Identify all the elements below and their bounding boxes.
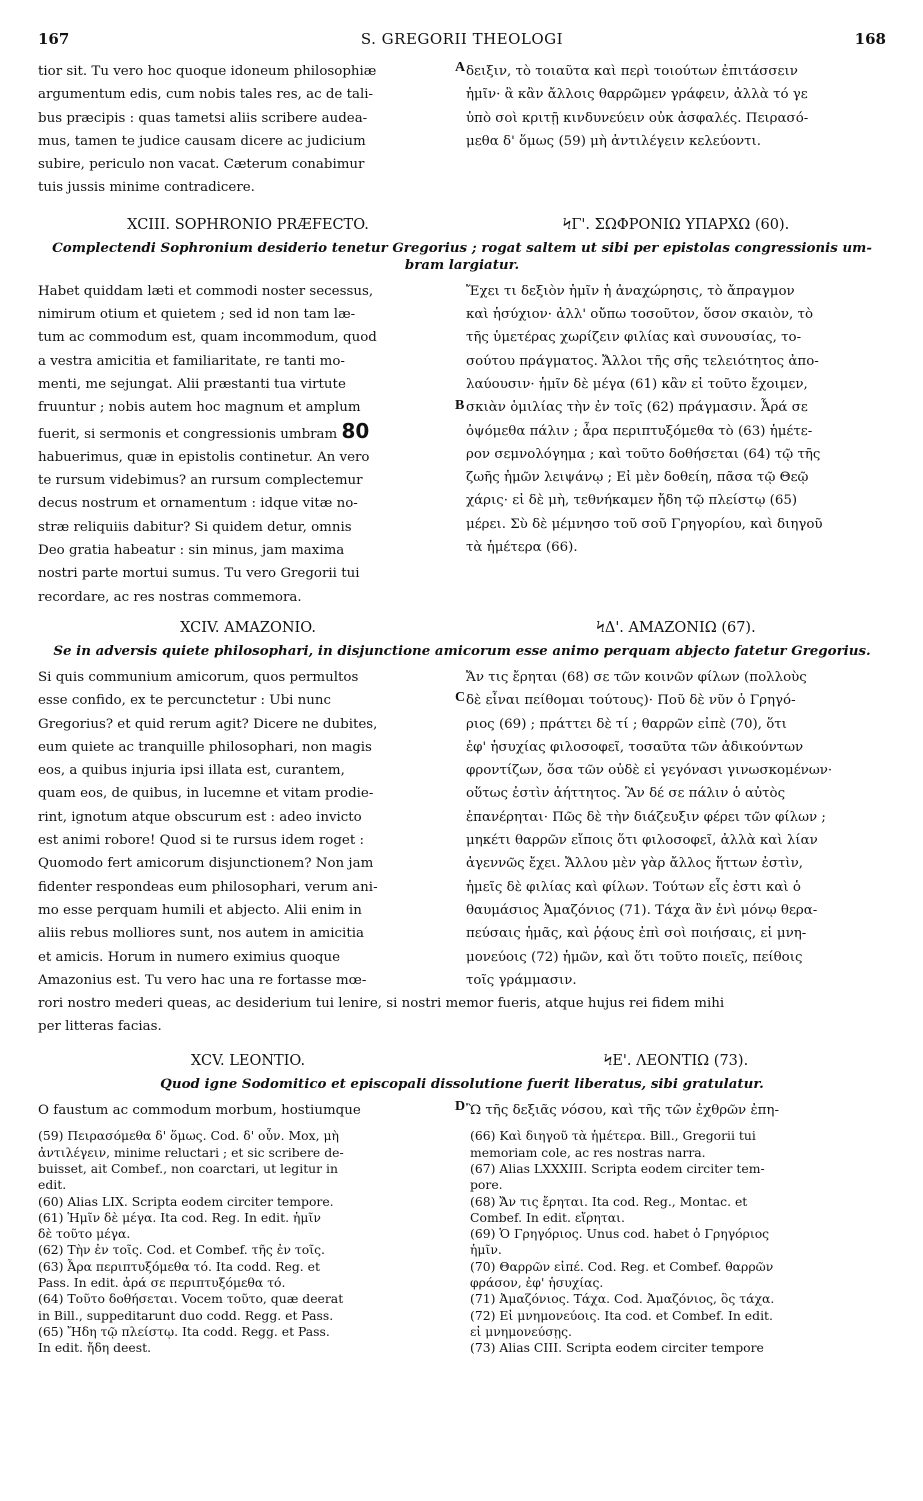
greek-line: χάρις· εἰ δὲ μὴ, τεθνήκαμεν ἤδη τῷ πλείστῳ (65) bbox=[466, 493, 798, 509]
latin-line: rint, ignotum atque obscurum est : adeo invicto bbox=[38, 809, 362, 825]
greek-line: μηκέτι θαρρῶν εἴποις ὅτι φιλοσοφεῖ, ἀλλὰ καὶ λίαν bbox=[466, 833, 818, 849]
latin-line: stræ reliquiis dabitur? Si quidem detur, omnis bbox=[38, 519, 352, 535]
footnote-line: in Bill., suppeditarunt duo codd. Regg. et Pass. bbox=[38, 1307, 334, 1323]
latin-line: et amicis. Horum in numero eximius quoque bbox=[38, 949, 341, 965]
latin-line: bus præcipis : quas tametsi aliis scribere audea- bbox=[38, 110, 368, 126]
footnote-line: (72) Εἰ μνημονεύοις. Ita cod. et Combef. In edit. bbox=[470, 1307, 773, 1323]
footnote-line: Combef. In edit. εἴρηται. bbox=[470, 1209, 625, 1225]
summary-line: Se in adversis quiete philosophari, in disjunctione amicorum esse animo perquam abjecto fatetur Gregorius. bbox=[53, 642, 871, 659]
greek-line: ἡμῖν· ἃ κἂν ἄλλοις θαρρῶμεν γράφειν, ἀλλὰ τό γε bbox=[466, 87, 808, 103]
greek-line: ὑπὸ σοὶ κριτῇ κινδυνεύειν οὐκ ἀσφαλές. Πειρασό- bbox=[466, 110, 809, 126]
greek-line: τοῖς γράμμασιν. bbox=[466, 972, 577, 988]
footnote-line: (70) Θαρρῶν εἰπέ. Cod. Reg. et Combef. θαρρῶν bbox=[470, 1258, 774, 1274]
footnote-line: buisset, ait Combef., non coarctari, ut legitur in bbox=[38, 1160, 338, 1176]
greek-line: μονεύοις (72) ἡμῶν, καὶ ὅτι τοῦτο ποιεῖς, πείθοις bbox=[466, 949, 803, 965]
latin-line: nostri parte mortui sumus. Tu vero Gregorii tui bbox=[38, 566, 360, 582]
greek-line: ἀγεννῶς ἔχει. Ἄλλου μὲν γὰρ ἄλλος ἥττων ἐστὶν, bbox=[466, 856, 804, 872]
greek-line: μέρει. Σὺ δὲ μέμνησο τοῦ σοῦ Γρηγορίου, καὶ διηγοῦ bbox=[466, 516, 823, 532]
greek-line: ζωῆς ἡμῶν λειψάνῳ ; Εἰ μὲν δοθείη, πᾶσα τῷ Θεῷ bbox=[466, 470, 809, 486]
letter-95-title-latin: XCV. LEONTIO. bbox=[190, 1053, 306, 1070]
latin-line: quam eos, de quibus, in lucemne et vitam prodie- bbox=[38, 786, 374, 802]
greek-line: δὲ εἶναι πείθομαι τούτους)· Ποῦ δὲ νῦν ὁ Γρηγό- bbox=[466, 693, 796, 709]
margin-marker-d: D bbox=[455, 1099, 466, 1115]
page bbox=[38, 30, 886, 1357]
margin-marker-a: A bbox=[455, 60, 466, 75]
greek-line: οὕτως ἐστὶν ἀήττητος. Ἂν δέ σε πάλιν ὁ αὐτὸς bbox=[466, 786, 786, 802]
letter-95-summary bbox=[38, 1076, 886, 1093]
letter-94-headings bbox=[38, 613, 886, 643]
latin-line: mus, tamen te judice causam dicere ac judicium bbox=[38, 133, 366, 149]
letter-95-body bbox=[38, 1099, 886, 1122]
footnote-line: (65) Ἤδη τῷ πλείστῳ. Ita codd. Regg. et Pass. bbox=[38, 1323, 330, 1339]
running-header bbox=[38, 30, 886, 60]
letter-93-title-greek: ϞΓ'. ΣΩΦΡΟΝΙΩ ΥΠΑΡΧΩ (60). bbox=[562, 216, 790, 233]
footnote-line: (63) Ἆρα περιπτυξόμεθα τό. Ita codd. Reg. et bbox=[38, 1258, 320, 1274]
latin-column bbox=[38, 1099, 458, 1122]
latin-line: O faustum ac commodum morbum, hostiumque bbox=[38, 1103, 361, 1119]
footnotes bbox=[38, 1128, 886, 1356]
latin-line: Amazonius est. Tu vero hac una re fortasse mœ- bbox=[38, 972, 367, 988]
greek-line: ἐφ' ἡσυχίας φιλοσοφεῖ, τοσαῦτα τῶν ἀδικούντων bbox=[466, 739, 804, 755]
greek-line: ριος (69) ; πράττει δὲ τί ; θαρρῶν εἰπὲ (70), ὅτι bbox=[466, 716, 787, 732]
letter-93-summary bbox=[38, 240, 886, 274]
latin-line: Si quis communium amicorum, quos permultos bbox=[38, 669, 359, 685]
footnote-line: (62) Τὴν ἐν τοῖς. Cod. et Combef. τῆς ἐν τοῖς. bbox=[38, 1242, 325, 1258]
letter-93-title-latin: XCIII. SOPHRONIO PRÆFECTO. bbox=[127, 216, 369, 233]
latin-line: nimirum otium et quietem ; sed id non tam læ- bbox=[38, 307, 356, 323]
latin-line: a vestra amicitia et familiaritate, re tanti mo- bbox=[38, 353, 345, 369]
footnote-line: memoriam cole, ac res nostras narra. bbox=[470, 1144, 706, 1160]
greek-line: δειξιν, τὸ τοιαῦτα καὶ περὶ τοιούτων ἐπιτάσσειν bbox=[466, 64, 798, 79]
running-title: S. GREGORII THEOLOGI bbox=[360, 30, 564, 48]
greek-line: ἡμεῖς δὲ φιλίας καὶ φίλων. Τούτων εἷς ἐστι καὶ ὁ bbox=[466, 879, 801, 895]
summary-line: Quod igne Sodomitico et episcopali dissolutione fuerit liberatus, sibi gratulatur. bbox=[160, 1076, 764, 1093]
footnotes-right bbox=[470, 1128, 886, 1356]
latin-line bbox=[38, 420, 458, 446]
letter-93-headings bbox=[38, 210, 886, 240]
latin-line: menti, me sejungat. Alii præstanti tua virtute bbox=[38, 376, 346, 392]
letter-94-full-width bbox=[38, 992, 886, 1038]
footnote-line: (60) Alias LIX. Scripta eodem circiter tempore. bbox=[38, 1193, 334, 1209]
latin-line: aliis rebus molliores sunt, nos autem in amicitia bbox=[38, 926, 364, 942]
footnote-line: (67) Alias LXXXIII. Scripta eodem circiter tem- bbox=[470, 1160, 765, 1176]
footnote-line: (59) Πειρασόμεθα δ' ὅμως. Cod. δ' οὖν. Mox, μὴ bbox=[38, 1128, 339, 1144]
footnote-line: (68) Ἄν τις ἔρηται. Ita cod. Reg., Montac. et bbox=[470, 1193, 748, 1209]
latin-line: fruuntur ; nobis autem hoc magnum et amplum bbox=[38, 400, 361, 416]
latin-column bbox=[38, 60, 458, 200]
greek-line: ρον σεμνολόγημα ; καὶ τοῦτο δοθήσεται (64) τῷ τῆς bbox=[466, 446, 821, 462]
letter-95-headings bbox=[38, 1046, 886, 1076]
greek-line: ὀψόμεθα πάλιν ; ἆρα περιπτυξόμεθα τὸ (63) ἡμέτε- bbox=[466, 423, 813, 439]
latin-line: tuis jussis minime contradicere. bbox=[38, 180, 255, 196]
page-number-left: 167 bbox=[38, 30, 70, 48]
letter-93-body bbox=[38, 280, 886, 609]
footnotes-left bbox=[38, 1128, 454, 1356]
latin-line: subire, periculo non vacat. Cæterum conabimur bbox=[38, 157, 365, 173]
latin-line: esse confido, ex te percunctetur : Ubi nunc bbox=[38, 693, 332, 709]
greek-line: τὰ ἡμέτερα (66). bbox=[466, 540, 578, 556]
latin-line: tior sit. Tu vero hoc quoque idoneum philosophiæ bbox=[38, 64, 377, 79]
greek-line: Ὢ τῆς δεξιᾶς νόσου, καὶ τῆς τῶν ἐχθρῶν ἐπη- bbox=[466, 1103, 779, 1119]
column-number: 80 bbox=[341, 419, 370, 443]
greek-line: σκιὰν ὁμιλίας τὴν ἐν τοῖς (62) πράγμασιν. Ἆρά σε bbox=[466, 400, 808, 416]
footnote-line: ἀντιλέγειν, minime reluctari ; et sic scribere de- bbox=[38, 1144, 344, 1160]
summary-line: bram largiatur. bbox=[404, 256, 520, 273]
latin-line: Deo gratia habeatur : sin minus, jam maxima bbox=[38, 543, 345, 559]
latin-line: Gregorius? et quid rerum agit? Dicere ne dubites, bbox=[38, 716, 378, 732]
latin-line: Habet quiddam læti et commodi noster secessus, bbox=[38, 283, 374, 299]
letter-94-body bbox=[38, 666, 886, 992]
footnote-line: (66) Καὶ διηγοῦ τὰ ἡμέτερα. Bill., Gregorii tui bbox=[470, 1128, 756, 1144]
footnote-line: ἡμῖν. bbox=[470, 1242, 502, 1258]
footnote-line: (71) Ἀμαζόνιος. Τάχα. Cod. Ἀμαζόνιος, ὃς τάχα. bbox=[470, 1291, 775, 1307]
latin-line: te rursum videbimus? an rursum complectemur bbox=[38, 473, 363, 489]
latin-line-text: fuerit, si sermonis et congressionis umbram bbox=[38, 426, 338, 442]
latin-line: est animi robore! Quod si te rursus idem roget : bbox=[38, 833, 364, 849]
footnote-line: εἰ μνημονεύσῃς. bbox=[470, 1323, 572, 1339]
greek-line: καὶ ἡσύχιον· ἀλλ' οὔπω τοσοῦτον, ὅσον σκαιὸν, τὸ bbox=[466, 307, 814, 323]
top-continuation bbox=[38, 60, 886, 200]
latin-line: recordare, ac res nostras commemora. bbox=[38, 589, 302, 605]
summary-line: Complectendi Sophronium desiderio tenetur Gregorius ; rogat saltem ut sibi per epistolas congressionis um- bbox=[52, 239, 872, 256]
margin-marker-c: C bbox=[455, 689, 466, 705]
footnote-line: (61) Ἡμῖν δὲ μέγα. Ita cod. Reg. In edit. ἡμῖν bbox=[38, 1209, 321, 1225]
full-width-line: rori nostro mederi queas, ac desiderium tui lenire, si nostri memor fueris, atque hujus rei fidem mihi bbox=[38, 996, 725, 1012]
latin-line: fidenter respondeas eum philosophari, verum ani- bbox=[38, 879, 378, 895]
letter-94-title-latin: XCIV. AMAZONIO. bbox=[180, 619, 316, 636]
latin-line: tum ac commodum est, quam incommodum, quod bbox=[38, 330, 377, 346]
page-number-right: 168 bbox=[854, 30, 886, 48]
greek-column bbox=[466, 280, 886, 609]
footnote-line: (69) Ὁ Γρηγόριος. Unus cod. habet ὁ Γρηγόριος bbox=[470, 1226, 770, 1242]
greek-line: πεύσαις ἡμᾶς, καὶ ῥᾴους ἐπὶ σοὶ ποιήσαις, εἰ μνη- bbox=[466, 926, 807, 942]
full-width-line: per litteras facias. bbox=[38, 1019, 162, 1035]
footnote-line: In edit. ἤδη deest. bbox=[38, 1340, 152, 1356]
latin-line: mo esse perquam humili et abjecto. Alii enim in bbox=[38, 902, 362, 918]
footnote-line: pore. bbox=[470, 1177, 503, 1193]
greek-line: φροντίζων, ὅσα τῶν οὐδὲ εἰ γεγόνασι γινωσκομένων· bbox=[466, 763, 833, 779]
greek-line: σούτου πράγματος. Ἄλλοι τῆς σῆς τελειότητος ἀπο- bbox=[466, 353, 819, 369]
latin-line: eos, a quibus injuria ipsi illata est, curantem, bbox=[38, 763, 345, 779]
latin-line: eum quiete ac tranquille philosophari, non magis bbox=[38, 739, 372, 755]
footnote-line: (73) Alias CIII. Scripta eodem circiter tempore bbox=[470, 1340, 764, 1356]
greek-line: τῆς ὑμετέρας χωρίζειν φιλίας καὶ συνουσίας, το- bbox=[466, 330, 802, 346]
footnote-line: (64) Τοῦτο δοθήσεται. Vocem τοῦτο, quæ deerat bbox=[38, 1291, 344, 1307]
latin-column bbox=[38, 280, 458, 609]
greek-line: μεθα δ' ὅμως (59) μὴ ἀντιλέγειν κελεύοντι. bbox=[466, 133, 762, 149]
letter-94-summary bbox=[38, 643, 886, 660]
greek-line: λαύουσιν· ἡμῖν δὲ μέγα (61) κἂν εἰ τοῦτο ἔχοιμεν, bbox=[466, 376, 808, 392]
greek-column bbox=[466, 60, 886, 200]
footnote-line: φράσον, ἐφ' ἡσυχίας. bbox=[470, 1275, 604, 1291]
greek-column bbox=[466, 1099, 886, 1122]
footnote-line: edit. bbox=[38, 1177, 67, 1193]
greek-line: Ἔχει τι δεξιὸν ἡμῖν ἡ ἀναχώρησις, τὸ ἄπραγμον bbox=[466, 283, 795, 299]
footnote-line: Pass. In edit. ἀρά σε περιπτυξόμεθα τό. bbox=[38, 1275, 286, 1291]
greek-line: ἐπανέρηται· Πῶς δὲ τὴν διάζευξιν φέρει τῶν φίλων ; bbox=[466, 809, 826, 825]
footnote-line: δὲ τοῦτο μέγα. bbox=[38, 1226, 131, 1242]
latin-column bbox=[38, 666, 458, 992]
letter-95-title-greek: ϞΕ'. ΛΕΟΝΤΙΩ (73). bbox=[603, 1053, 749, 1070]
greek-column bbox=[466, 666, 886, 992]
letter-94-title-greek: ϞΔ'. ΑΜΑΖΟΝΙΩ (67). bbox=[596, 619, 756, 636]
latin-line: argumentum edis, cum nobis tales res, ac de tali- bbox=[38, 87, 374, 103]
greek-line: θαυμάσιος Ἀμαζόνιος (71). Τάχα ἂν ἑνὶ μόνῳ θερα- bbox=[466, 902, 818, 918]
greek-line: Ἄν τις ἔρηται (68) σε τῶν κοινῶν φίλων (πολλοὺς bbox=[466, 669, 807, 685]
latin-line: Quomodo fert amicorum disjunctionem? Non jam bbox=[38, 856, 374, 872]
latin-line: habuerimus, quæ in epistolis continetur. An vero bbox=[38, 449, 370, 465]
margin-marker-b: B bbox=[455, 397, 465, 413]
latin-line: decus nostrum et ornamentum : idque vitæ no- bbox=[38, 496, 358, 512]
